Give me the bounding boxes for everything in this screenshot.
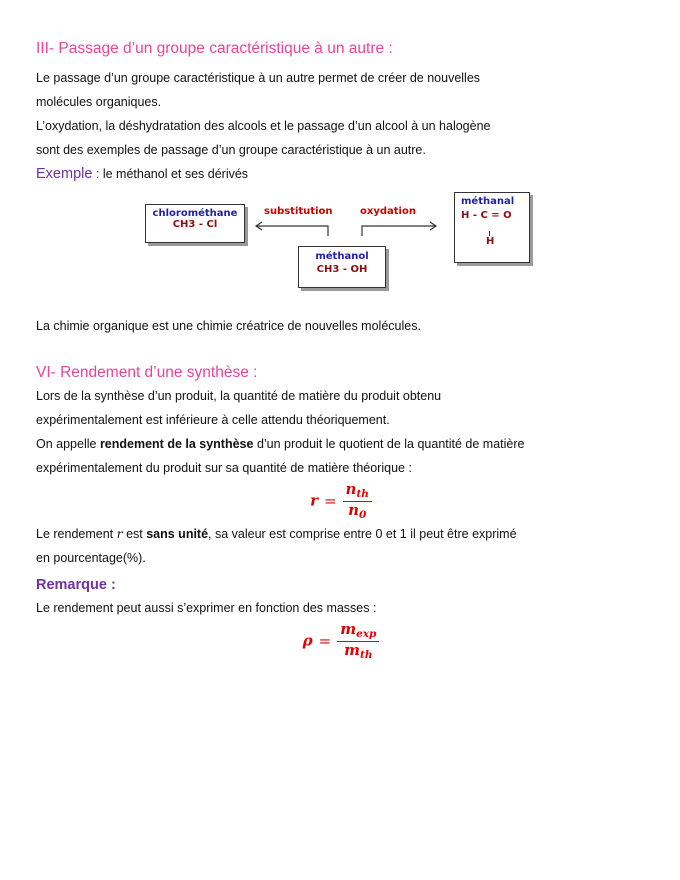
example-label: Exemple bbox=[36, 166, 93, 182]
numerator-base: n bbox=[345, 480, 357, 498]
methanal-box bbox=[454, 192, 530, 263]
unit-line bbox=[36, 522, 646, 546]
substitution-arrow bbox=[256, 226, 328, 236]
numerator-subscript: exp bbox=[356, 628, 377, 640]
definition-line bbox=[36, 432, 646, 456]
unit-variable: r bbox=[116, 526, 123, 541]
paragraph-line: expérimentalement est inférieure à celle attendu théoriquement. bbox=[36, 413, 390, 427]
chloromethane-formula: CH3 - Cl bbox=[172, 219, 218, 230]
methanol-derivatives-diagram bbox=[36, 190, 646, 308]
oxydation-label: oxydation bbox=[360, 206, 416, 217]
chloromethane-name: chlorométhane bbox=[152, 208, 238, 219]
denominator-base: n bbox=[348, 500, 360, 519]
substitution-label: substitution bbox=[264, 206, 333, 217]
denominator-subscript: th bbox=[359, 648, 373, 661]
paragraph-line: sont des exemples de passage d’un groupe caractéristique à un autre. bbox=[36, 143, 426, 157]
methanal-name: méthanal bbox=[461, 196, 515, 207]
unit-mid: est bbox=[122, 527, 147, 541]
paragraph-line: expérimentalement du produit sur sa quantité de matière théorique : bbox=[36, 461, 412, 475]
unit-suffix: , sa valeur est comprise entre 0 et 1 il peut être exprimé bbox=[208, 527, 517, 541]
definition-suffix: d’un produit le quotient de la quantité de matière bbox=[253, 437, 525, 451]
yield-formula bbox=[36, 482, 646, 520]
section-3-title: III- Passage d’un groupe caractéristique à un autre : bbox=[36, 40, 393, 57]
methanol-name: méthanol bbox=[315, 251, 369, 262]
paragraph-line: L’oxydation, la déshydratation des alcools et le passage d’un alcool à un halogène bbox=[36, 119, 491, 133]
yield-symbol: r bbox=[310, 491, 318, 510]
fraction-denominator bbox=[345, 502, 369, 521]
document-page bbox=[36, 38, 646, 662]
definition-prefix: On appelle bbox=[36, 437, 100, 451]
unit-bold: sans unité bbox=[146, 527, 209, 541]
remark-title: Remarque : bbox=[36, 577, 116, 593]
denominator-subscript: 0 bbox=[359, 508, 367, 521]
example-line bbox=[36, 162, 646, 186]
denominator-base: m bbox=[344, 640, 360, 659]
methanal-formula: H - C = O bbox=[461, 210, 512, 221]
methanal-hydrogen: H bbox=[486, 236, 495, 247]
numerator-base: m bbox=[340, 620, 357, 638]
paragraph-line: molécules organiques. bbox=[36, 95, 162, 109]
unit-prefix: Le rendement bbox=[36, 527, 117, 541]
oxydation-arrow bbox=[362, 226, 436, 236]
remark-text: Le rendement peut aussi s’exprimer en fonction des masses : bbox=[36, 601, 377, 615]
rho-symbol: ρ bbox=[302, 631, 313, 650]
paragraph-line: Lors de la synthèse d’un produit, la quantité de matière du produit obtenu bbox=[36, 389, 442, 403]
equals-sign: = bbox=[318, 631, 332, 650]
definition-term: rendement de la synthèse bbox=[99, 437, 254, 451]
section-6-title: VI- Rendement d’une synthèse : bbox=[36, 364, 258, 381]
numerator-subscript: th bbox=[356, 488, 369, 500]
paragraph-line: en pourcentage(%). bbox=[36, 551, 146, 565]
fraction-denominator bbox=[341, 642, 375, 661]
methanol-box bbox=[298, 246, 386, 288]
paragraph-line: Le passage d’un groupe caractéristique à un autre permet de créer de nouvelles bbox=[36, 71, 481, 85]
fraction-numerator bbox=[337, 622, 379, 642]
mass-yield-formula bbox=[36, 622, 646, 660]
conclusion-line: La chimie organique est une chimie créatrice de nouvelles molécules. bbox=[36, 319, 421, 333]
yield-fraction bbox=[343, 482, 372, 520]
fraction-numerator bbox=[343, 482, 372, 502]
methanol-formula: CH3 - OH bbox=[316, 264, 368, 275]
equals-sign: = bbox=[323, 491, 337, 510]
example-text: : le méthanol et ses dérivés bbox=[92, 167, 249, 181]
mass-fraction bbox=[337, 622, 379, 660]
